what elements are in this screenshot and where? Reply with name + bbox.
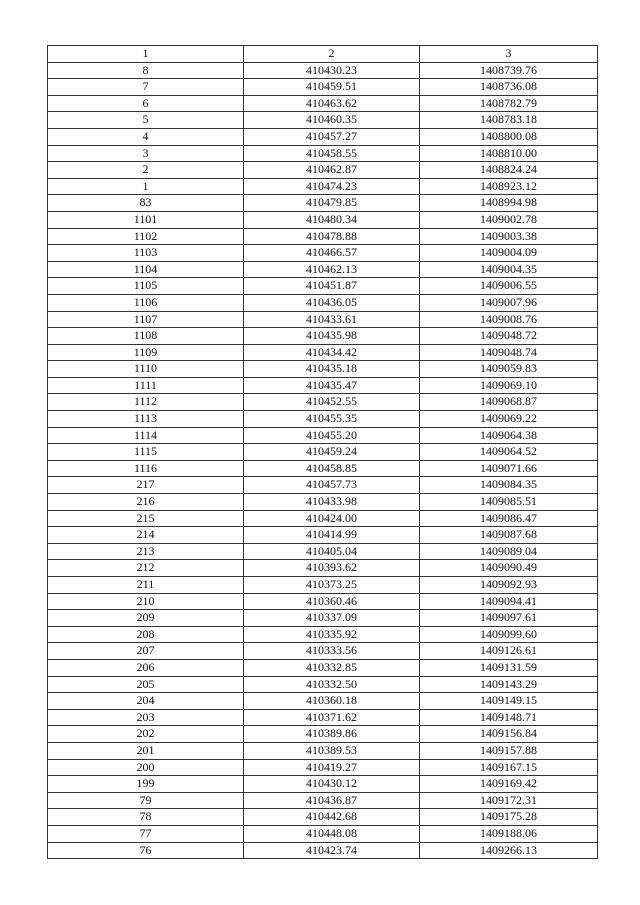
column-header-point: 1 xyxy=(48,46,244,63)
cell-y-coordinate: 1409059.83 xyxy=(420,361,598,378)
table-row xyxy=(48,145,598,162)
column-header-x: 2 xyxy=(244,46,420,63)
cell-y-coordinate: 1408994.98 xyxy=(420,195,598,212)
table-row xyxy=(48,776,598,793)
cell-point-number: 1101 xyxy=(48,211,244,228)
table-row xyxy=(48,112,598,129)
cell-point-number: 213 xyxy=(48,543,244,560)
cell-x-coordinate: 410474.23 xyxy=(244,178,420,195)
cell-point-number: 1110 xyxy=(48,361,244,378)
cell-point-number: 215 xyxy=(48,510,244,527)
cell-point-number: 206 xyxy=(48,659,244,676)
cell-point-number: 8 xyxy=(48,62,244,79)
table-row xyxy=(48,693,598,710)
cell-x-coordinate: 410337.09 xyxy=(244,610,420,627)
coordinates-table xyxy=(47,45,598,859)
table-row xyxy=(48,593,598,610)
cell-x-coordinate: 410433.98 xyxy=(244,494,420,511)
cell-x-coordinate: 410451.87 xyxy=(244,278,420,295)
cell-x-coordinate: 410335.92 xyxy=(244,626,420,643)
cell-y-coordinate: 1408800.08 xyxy=(420,128,598,145)
cell-x-coordinate: 410332.85 xyxy=(244,659,420,676)
cell-y-coordinate: 1409087.68 xyxy=(420,527,598,544)
cell-point-number: 200 xyxy=(48,759,244,776)
cell-point-number: 1106 xyxy=(48,294,244,311)
cell-point-number: 79 xyxy=(48,792,244,809)
cell-x-coordinate: 410458.55 xyxy=(244,145,420,162)
table-row xyxy=(48,162,598,179)
table-row xyxy=(48,792,598,809)
cell-y-coordinate: 1409131.59 xyxy=(420,659,598,676)
cell-y-coordinate: 1408923.12 xyxy=(420,178,598,195)
cell-point-number: 1103 xyxy=(48,245,244,262)
cell-point-number: 1112 xyxy=(48,394,244,411)
cell-point-number: 4 xyxy=(48,128,244,145)
cell-x-coordinate: 410360.18 xyxy=(244,693,420,710)
cell-x-coordinate: 410435.98 xyxy=(244,328,420,345)
table-row xyxy=(48,560,598,577)
cell-y-coordinate: 1409089.04 xyxy=(420,543,598,560)
cell-point-number: 1115 xyxy=(48,444,244,461)
table-row xyxy=(48,328,598,345)
cell-y-coordinate: 1409064.38 xyxy=(420,427,598,444)
cell-point-number: 1107 xyxy=(48,311,244,328)
cell-y-coordinate: 1408739.76 xyxy=(420,62,598,79)
cell-x-coordinate: 410448.08 xyxy=(244,825,420,842)
cell-x-coordinate: 410452.55 xyxy=(244,394,420,411)
cell-y-coordinate: 1409266.13 xyxy=(420,842,598,859)
cell-point-number: 6 xyxy=(48,95,244,112)
table-row xyxy=(48,444,598,461)
cell-point-number: 76 xyxy=(48,842,244,859)
cell-x-coordinate: 410433.61 xyxy=(244,311,420,328)
cell-y-coordinate: 1409099.60 xyxy=(420,626,598,643)
table-row xyxy=(48,825,598,842)
cell-x-coordinate: 410460.35 xyxy=(244,112,420,129)
cell-point-number: 1113 xyxy=(48,411,244,428)
cell-y-coordinate: 1409004.09 xyxy=(420,245,598,262)
cell-x-coordinate: 410373.25 xyxy=(244,577,420,594)
cell-x-coordinate: 410436.87 xyxy=(244,792,420,809)
cell-y-coordinate: 1409048.72 xyxy=(420,328,598,345)
table-row xyxy=(48,195,598,212)
table-row xyxy=(48,278,598,295)
cell-y-coordinate: 1409188.06 xyxy=(420,825,598,842)
cell-point-number: 217 xyxy=(48,477,244,494)
cell-x-coordinate: 410479.85 xyxy=(244,195,420,212)
cell-x-coordinate: 410463.62 xyxy=(244,95,420,112)
cell-x-coordinate: 410424.00 xyxy=(244,510,420,527)
table-row xyxy=(48,394,598,411)
table-header xyxy=(48,46,598,63)
cell-y-coordinate: 1409002.78 xyxy=(420,211,598,228)
cell-point-number: 1102 xyxy=(48,228,244,245)
cell-point-number: 214 xyxy=(48,527,244,544)
cell-point-number: 204 xyxy=(48,693,244,710)
cell-point-number: 3 xyxy=(48,145,244,162)
cell-y-coordinate: 1409167.15 xyxy=(420,759,598,776)
table-row xyxy=(48,178,598,195)
cell-x-coordinate: 410455.35 xyxy=(244,411,420,428)
cell-point-number: 211 xyxy=(48,577,244,594)
table-row xyxy=(48,494,598,511)
cell-x-coordinate: 410389.86 xyxy=(244,726,420,743)
cell-y-coordinate: 1409004.35 xyxy=(420,261,598,278)
cell-point-number: 1104 xyxy=(48,261,244,278)
cell-y-coordinate: 1409084.35 xyxy=(420,477,598,494)
table-row xyxy=(48,610,598,627)
cell-y-coordinate: 1409071.66 xyxy=(420,460,598,477)
cell-y-coordinate: 1409064.52 xyxy=(420,444,598,461)
table-row xyxy=(48,228,598,245)
table-row xyxy=(48,510,598,527)
cell-y-coordinate: 1409069.22 xyxy=(420,411,598,428)
table-row xyxy=(48,294,598,311)
cell-y-coordinate: 1409157.88 xyxy=(420,742,598,759)
cell-point-number: 1108 xyxy=(48,328,244,345)
cell-x-coordinate: 410371.62 xyxy=(244,709,420,726)
cell-x-coordinate: 410430.23 xyxy=(244,62,420,79)
cell-point-number: 212 xyxy=(48,560,244,577)
table-row xyxy=(48,261,598,278)
cell-x-coordinate: 410430.12 xyxy=(244,776,420,793)
cell-x-coordinate: 410459.24 xyxy=(244,444,420,461)
cell-point-number: 205 xyxy=(48,676,244,693)
cell-point-number: 1114 xyxy=(48,427,244,444)
cell-y-coordinate: 1409090.49 xyxy=(420,560,598,577)
table-body xyxy=(48,62,598,859)
cell-x-coordinate: 410466.57 xyxy=(244,245,420,262)
table-row xyxy=(48,809,598,826)
table-row xyxy=(48,759,598,776)
table-row xyxy=(48,95,598,112)
table-row xyxy=(48,62,598,79)
cell-y-coordinate: 1408824.24 xyxy=(420,162,598,179)
cell-point-number: 216 xyxy=(48,494,244,511)
table-row xyxy=(48,427,598,444)
table-row xyxy=(48,577,598,594)
cell-y-coordinate: 1409172.31 xyxy=(420,792,598,809)
table-row xyxy=(48,477,598,494)
cell-y-coordinate: 1409008.76 xyxy=(420,311,598,328)
table-row xyxy=(48,726,598,743)
cell-x-coordinate: 410457.27 xyxy=(244,128,420,145)
cell-x-coordinate: 410435.18 xyxy=(244,361,420,378)
cell-x-coordinate: 410332.50 xyxy=(244,676,420,693)
cell-x-coordinate: 410414.99 xyxy=(244,527,420,544)
cell-y-coordinate: 1409085.51 xyxy=(420,494,598,511)
cell-x-coordinate: 410435.47 xyxy=(244,377,420,394)
cell-point-number: 201 xyxy=(48,742,244,759)
table-row xyxy=(48,709,598,726)
cell-point-number: 207 xyxy=(48,643,244,660)
cell-point-number: 2 xyxy=(48,162,244,179)
table-row xyxy=(48,543,598,560)
cell-y-coordinate: 1409097.61 xyxy=(420,610,598,627)
cell-y-coordinate: 1409086.47 xyxy=(420,510,598,527)
table-row xyxy=(48,245,598,262)
cell-x-coordinate: 410333.56 xyxy=(244,643,420,660)
cell-y-coordinate: 1408810.00 xyxy=(420,145,598,162)
cell-y-coordinate: 1409092.93 xyxy=(420,577,598,594)
cell-point-number: 203 xyxy=(48,709,244,726)
cell-point-number: 5 xyxy=(48,112,244,129)
table-row xyxy=(48,676,598,693)
cell-y-coordinate: 1409069.10 xyxy=(420,377,598,394)
cell-y-coordinate: 1408783.18 xyxy=(420,112,598,129)
cell-y-coordinate: 1409149.15 xyxy=(420,693,598,710)
cell-x-coordinate: 410393.62 xyxy=(244,560,420,577)
table-row xyxy=(48,377,598,394)
cell-y-coordinate: 1409094.41 xyxy=(420,593,598,610)
cell-y-coordinate: 1409006.55 xyxy=(420,278,598,295)
cell-y-coordinate: 1409169.42 xyxy=(420,776,598,793)
cell-y-coordinate: 1409048.74 xyxy=(420,344,598,361)
table-row xyxy=(48,643,598,660)
cell-point-number: 1105 xyxy=(48,278,244,295)
cell-point-number: 199 xyxy=(48,776,244,793)
cell-y-coordinate: 1409156.84 xyxy=(420,726,598,743)
cell-y-coordinate: 1409126.61 xyxy=(420,643,598,660)
cell-point-number: 1116 xyxy=(48,460,244,477)
table-row xyxy=(48,311,598,328)
cell-y-coordinate: 1409068.87 xyxy=(420,394,598,411)
cell-x-coordinate: 410423.74 xyxy=(244,842,420,859)
cell-y-coordinate: 1409175.28 xyxy=(420,809,598,826)
cell-point-number: 77 xyxy=(48,825,244,842)
cell-point-number: 202 xyxy=(48,726,244,743)
header-row xyxy=(48,46,598,63)
table-row xyxy=(48,527,598,544)
cell-y-coordinate: 1409003.38 xyxy=(420,228,598,245)
cell-x-coordinate: 410405.04 xyxy=(244,543,420,560)
table-row xyxy=(48,128,598,145)
cell-point-number: 7 xyxy=(48,79,244,96)
cell-x-coordinate: 410360.46 xyxy=(244,593,420,610)
table-row xyxy=(48,626,598,643)
cell-x-coordinate: 410462.13 xyxy=(244,261,420,278)
cell-x-coordinate: 410419.27 xyxy=(244,759,420,776)
table-row xyxy=(48,460,598,477)
cell-y-coordinate: 1408736.08 xyxy=(420,79,598,96)
cell-point-number: 210 xyxy=(48,593,244,610)
cell-point-number: 1111 xyxy=(48,377,244,394)
table-row xyxy=(48,211,598,228)
cell-x-coordinate: 410459.51 xyxy=(244,79,420,96)
cell-x-coordinate: 410442.68 xyxy=(244,809,420,826)
column-header-y: 3 xyxy=(420,46,598,63)
cell-x-coordinate: 410434.42 xyxy=(244,344,420,361)
cell-x-coordinate: 410458.85 xyxy=(244,460,420,477)
cell-x-coordinate: 410457.73 xyxy=(244,477,420,494)
cell-x-coordinate: 410455.20 xyxy=(244,427,420,444)
cell-point-number: 83 xyxy=(48,195,244,212)
cell-point-number: 1 xyxy=(48,178,244,195)
table-row xyxy=(48,659,598,676)
table-row xyxy=(48,344,598,361)
cell-y-coordinate: 1409007.96 xyxy=(420,294,598,311)
cell-point-number: 209 xyxy=(48,610,244,627)
table-row xyxy=(48,411,598,428)
cell-point-number: 1109 xyxy=(48,344,244,361)
cell-x-coordinate: 410478.88 xyxy=(244,228,420,245)
cell-x-coordinate: 410462.87 xyxy=(244,162,420,179)
cell-x-coordinate: 410389.53 xyxy=(244,742,420,759)
cell-x-coordinate: 410480.34 xyxy=(244,211,420,228)
table-row xyxy=(48,79,598,96)
table-row xyxy=(48,842,598,859)
table-row xyxy=(48,742,598,759)
cell-y-coordinate: 1408782.79 xyxy=(420,95,598,112)
cell-y-coordinate: 1409143.29 xyxy=(420,676,598,693)
cell-x-coordinate: 410436.05 xyxy=(244,294,420,311)
table-row xyxy=(48,361,598,378)
cell-point-number: 208 xyxy=(48,626,244,643)
cell-y-coordinate: 1409148.71 xyxy=(420,709,598,726)
cell-point-number: 78 xyxy=(48,809,244,826)
